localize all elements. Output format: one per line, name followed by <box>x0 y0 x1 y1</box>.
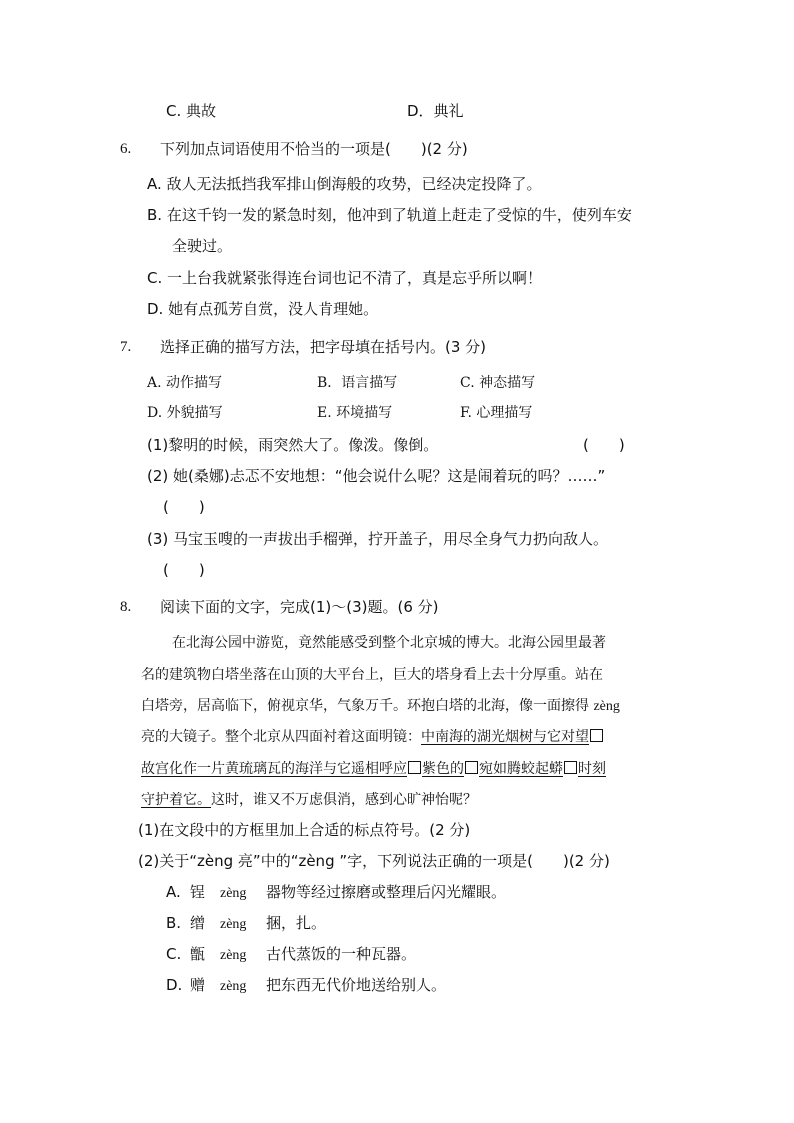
choice-d-char: 赠 <box>190 976 206 994</box>
q6-option-b-line1: B. 在这千钧一发的紧急时刻，他冲到了轨道上赶走了受惊的牛，使列车安 <box>147 206 632 224</box>
choice-c-meaning: 古代蒸饭的一种瓦器。 <box>266 945 417 963</box>
choice-b-pinyin: zèng <box>220 917 247 932</box>
passage-line-2: 名的建筑物白塔坐落在山顶的大平台上，巨大的塔身看上去十分厚重。站在 <box>141 667 603 683</box>
passage-line-5 <box>141 759 606 779</box>
passage-underlined-4: 宛如腾蛟起蟒 <box>479 761 563 777</box>
q8-subquestion-2: (2)关于“zèng 亮”中的“zèng ”字，下列说法正确的一项是( )(2 分) <box>138 852 610 870</box>
q7-sentence-1: (1)黎明的时候，雨突然大了。像泼。像倒。 <box>147 436 439 454</box>
choice-b-label: B. <box>166 914 182 932</box>
q5-option-d: D．典礼 <box>407 102 464 120</box>
q6-number: 6. <box>120 141 132 157</box>
q6-option-b-line2: 全驶过。 <box>172 237 233 255</box>
q7-option-f: F. 心理描写 <box>460 405 533 421</box>
passage-underlined-6: 守护着它。 <box>141 792 211 808</box>
passage-underlined-1: 中南海的湖光烟树与它对望 <box>421 729 589 745</box>
q8-subquestion-1: (1)在文段中的方框里加上合适的标点符号。(2 分) <box>138 821 471 839</box>
passage-line-4-text: 亮的大镜子。整个北京从四面衬着这面明镜： <box>141 729 421 745</box>
q7-answer-paren-1[interactable]: ( ) <box>583 436 625 454</box>
choice-a-char: 锃 <box>190 883 206 901</box>
passage-line-6 <box>141 790 477 810</box>
punctuation-box-2[interactable] <box>408 761 421 774</box>
choice-d-meaning: 把东西无代价地送给别人。 <box>266 976 447 994</box>
choice-c-char: 甑 <box>190 945 206 963</box>
passage-line-4 <box>141 727 604 747</box>
choice-b-char: 缯 <box>190 914 206 932</box>
choice-a-label: A. <box>166 883 181 901</box>
q7-answer-paren-3[interactable]: ( ) <box>163 561 205 579</box>
punctuation-box-3[interactable] <box>465 761 478 774</box>
q7-option-e: E. 环境描写 <box>317 405 393 421</box>
q6-option-c: C. 一上台我就紧张得连台词也记不清了，真是忘乎所以啊！ <box>147 269 543 287</box>
passage-line-6-text: 这时，谁又不万虑俱消，感到心旷神怡呢？ <box>211 792 477 808</box>
q7-sentence-2: (2) 她(桑娜)忐忑不安地想：“他会说什么呢？这是闹着玩的吗？……” <box>147 467 606 485</box>
passage-underlined-2: 故宫化作一片黄琉璃瓦的海洋与它遥相呼应 <box>141 761 407 777</box>
choice-c-label: C. <box>166 945 182 963</box>
choice-b <box>166 913 326 935</box>
q7-answer-paren-2[interactable]: ( ) <box>163 498 205 516</box>
passage-line-3-text: 白塔旁，居高临下，俯视京华，气象万千。环抱白塔的北海，像一面擦得 <box>141 698 594 714</box>
passage-line-1: 在北海公园中游览，竟然能感受到整个北京城的博大。北海公园里最著 <box>172 635 606 651</box>
q7-option-c: C. 神态描写 <box>460 375 536 391</box>
passage-pinyin: zèng <box>593 699 620 714</box>
q5-option-c: C. 典故 <box>166 102 217 120</box>
punctuation-box-1[interactable] <box>590 729 603 742</box>
passage-underlined-3: 紫色的 <box>422 761 464 777</box>
choice-a <box>166 882 506 904</box>
choice-a-meaning: 器物等经过擦磨或整理后闪光耀眼。 <box>266 883 507 901</box>
choice-c-pinyin: zèng <box>220 948 247 963</box>
passage-underlined-5: 时刻 <box>578 761 606 777</box>
choice-c <box>166 944 416 966</box>
passage-line-3 <box>141 696 620 717</box>
q7-stem: 选择正确的描写方法，把字母填在括号内。(3 分) <box>160 338 487 356</box>
q7-sentence-3: (3) 马宝玉嗖的一声拔出手榴弹，拧开盖子，用尽全身气力扔向敌人。 <box>147 530 609 548</box>
q6-stem: 下列加点词语使用不恰当的一项是( )(2 分) <box>160 140 468 158</box>
choice-d-pinyin: zèng <box>220 979 247 994</box>
q7-option-a: A. 动作描写 <box>147 375 223 391</box>
q6-option-d: D. 她有点孤芳自赏，没人肯理她。 <box>147 300 379 318</box>
choice-d <box>166 975 446 997</box>
punctuation-box-4[interactable] <box>564 761 577 774</box>
q8-stem: 阅读下面的文字，完成(1)～(3)题。(6 分) <box>160 598 439 616</box>
q6-option-a: A. 敌人无法抵挡我军排山倒海般的攻势，已经决定投降了。 <box>147 175 542 193</box>
q7-option-d: D. 外貌描写 <box>147 405 223 421</box>
q7-option-b: B．语言描写 <box>317 375 398 391</box>
choice-a-pinyin: zèng <box>220 886 247 901</box>
choice-d-label: D. <box>166 976 183 994</box>
q7-number: 7. <box>120 339 132 355</box>
q8-number: 8. <box>120 599 132 615</box>
choice-b-meaning: 捆，扎。 <box>266 914 327 932</box>
